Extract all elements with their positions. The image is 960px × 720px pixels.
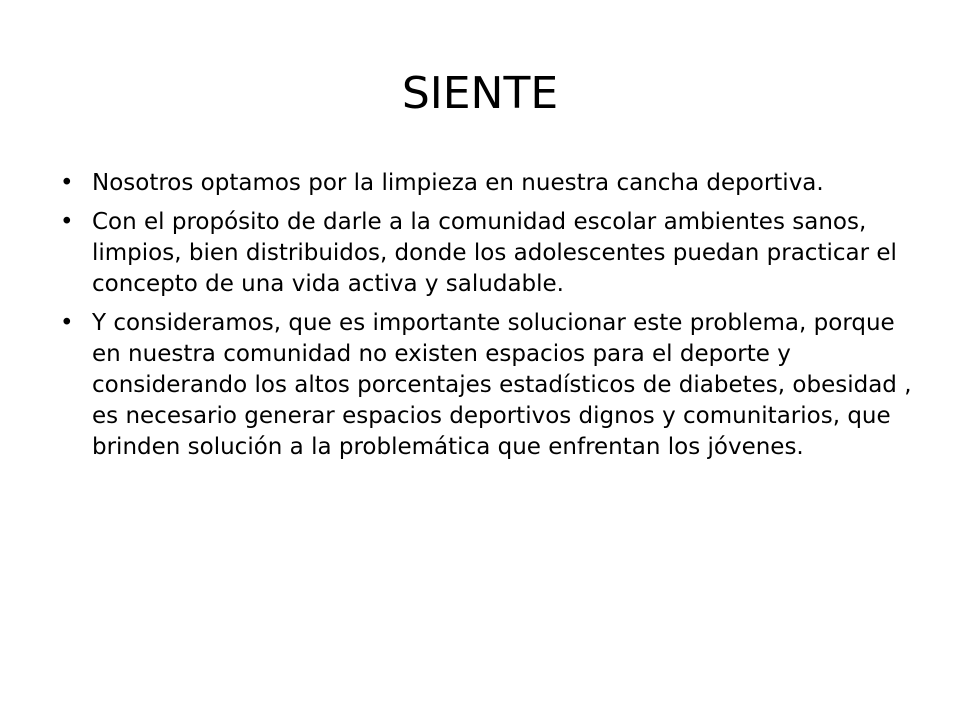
bullet-dot-icon: •: [60, 209, 74, 235]
bullet-text: Y consideramos, que es importante solucionar este problema, porque en nuestra comunidad no existen espacios para el deporte y considerando los altos porcentajes estadísticos de diabetes, obesidad , es necesario generar espacios deportivos dignos y comunitarios, que brinden solución a la problemática que enfrentan los jóvenes.: [92, 310, 912, 460]
bullet-dot-icon: •: [60, 310, 74, 336]
bullet-item: [58, 308, 918, 463]
bullet-dot-icon: •: [60, 170, 74, 196]
bullet-item: [58, 168, 918, 199]
bullet-list: [58, 168, 918, 471]
bullet-text: Nosotros optamos por la limpieza en nuestra cancha deportiva.: [92, 170, 824, 196]
bullet-text: Con el propósito de darle a la comunidad escolar ambientes sanos, limpios, bien distribuidos, donde los adolescentes puedan practicar el concepto de una vida activa y saludable.: [92, 209, 897, 297]
slide-title: SIENTE: [401, 68, 559, 119]
bullet-item: [58, 207, 918, 300]
